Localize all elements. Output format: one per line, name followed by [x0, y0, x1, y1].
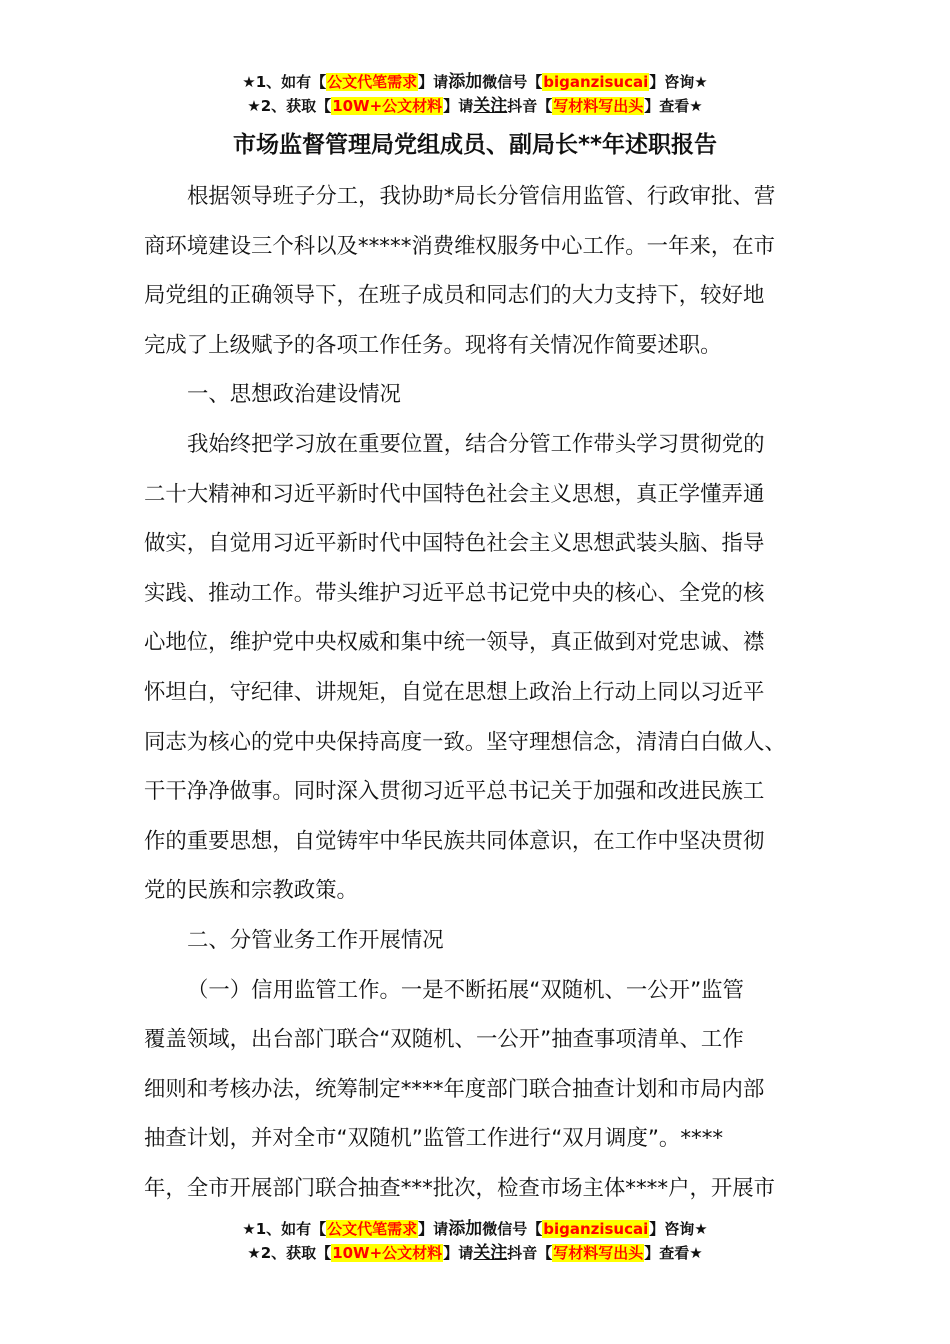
- paragraph-line: 覆盖领域，出台部门联合“双随机、一公开”抽查事项清单、工作: [144, 1027, 744, 1053]
- banner-text: ★2、获取【: [247, 1244, 332, 1262]
- banner-text: 】请: [418, 73, 449, 91]
- banner-highlight: 公文代笔需求: [327, 1220, 418, 1238]
- banner-highlight: 公文代笔需求: [327, 73, 418, 91]
- document-title: 市场监督管理局党组成员、副局长**年述职报告: [232, 132, 718, 158]
- banner-text: 】查看★: [644, 97, 703, 115]
- banner-highlight: biganzisucai: [543, 1220, 649, 1238]
- banner-emphasis: 添加: [448, 1219, 483, 1239]
- paragraph-line: 根据领导班子分工，我协助*局长分管信用监管、行政审批、营: [187, 184, 776, 209]
- document-body: [144, 172, 809, 1213]
- paragraph-line: 党的民族和宗教政策。: [144, 878, 358, 904]
- paragraph-line: 年，全市开展部门联合抽查***批次，检查市场主体****户，开展市: [144, 1175, 776, 1201]
- paragraph-line: 心地位，维护党中央权威和集中统一领导，真正做到对党忠诚、襟: [144, 630, 765, 656]
- paragraph-line: 同志为核心的党中央保持高度一致。坚守理想信念，清清白白做人、: [144, 729, 786, 755]
- paragraph-line: 干干净净做事。同时深入贯彻习近平总书记关于加强和改进民族工: [144, 779, 765, 805]
- banner-text: 】查看★: [644, 1244, 703, 1262]
- paragraph-line: 完成了上级赋予的各项工作任务。现将有关情况作简要述职。: [144, 332, 722, 358]
- banner-text: ★1、如有【: [242, 73, 327, 91]
- paragraph-line: 怀坦白，守纪律、讲规矩，自觉在思想上政治上行动上同以习近平: [144, 679, 765, 705]
- banner-text: ★1、如有【: [242, 1220, 327, 1238]
- paragraph-line: 二十大精神和习近平新时代中国特色社会主义思想，真正学懂弄通: [144, 481, 765, 507]
- banner-line-1: [0, 1217, 950, 1241]
- paragraph-line: 细则和考核办法，统筹制定****年度部门联合抽查计划和市局内部: [144, 1076, 765, 1102]
- banner-text: 】请: [443, 97, 474, 115]
- section-heading: 一、思想政治建设情况: [187, 382, 401, 408]
- banner-line-2: [0, 1241, 950, 1265]
- paragraph-line: （一）信用监管工作。一是不断拓展“双随机、一公开”监管: [187, 977, 744, 1003]
- bottom-banner: [0, 1217, 950, 1265]
- section-heading: 二、分管业务工作开展情况: [187, 927, 444, 953]
- banner-highlight: biganzisucai: [543, 73, 649, 91]
- banner-highlight: 写材料写出头: [553, 1244, 644, 1262]
- paragraph-line: 实践、推动工作。带头维护习近平总书记党中央的核心、全党的核: [144, 580, 765, 606]
- banner-emphasis: 关注: [473, 1243, 508, 1263]
- banner-highlight: 10W+公文材料: [332, 1244, 443, 1262]
- banner-emphasis: 添加: [448, 72, 483, 92]
- paragraph-line: 局党组的正确领导下，在班子成员和同志们的大力支持下，较好地: [144, 283, 765, 309]
- banner-text: 】咨询★: [649, 73, 708, 91]
- top-banner: [0, 70, 950, 118]
- paragraph-line: 抽查计划，并对全市“双随机”监管工作进行“双月调度”。****: [144, 1126, 724, 1152]
- banner-text: 】咨询★: [649, 1220, 708, 1238]
- paragraph-line: 作的重要思想，自觉铸牢中华民族共同体意识，在工作中坚决贯彻: [144, 828, 765, 854]
- banner-text: 】请: [418, 1220, 449, 1238]
- banner-text: ★2、获取【: [247, 97, 332, 115]
- banner-text: 抖音【: [507, 97, 553, 115]
- paragraph-line: 做实，自觉用习近平新时代中国特色社会主义思想武装头脑、指导: [144, 531, 765, 557]
- banner-line-1: [0, 70, 950, 94]
- banner-line-2: [0, 94, 950, 118]
- paragraph-line: 商环境建设三个科以及*****消费维权服务中心工作。一年来，在市: [144, 233, 776, 259]
- paragraph-line: 我始终把学习放在重要位置，结合分管工作带头学习贯彻党的: [187, 431, 765, 457]
- banner-text: 】请: [443, 1244, 474, 1262]
- banner-emphasis: 关注: [473, 96, 508, 116]
- banner-text: 微信号【: [482, 1220, 543, 1238]
- banner-highlight: 10W+公文材料: [332, 97, 443, 115]
- banner-highlight: 写材料写出头: [553, 97, 644, 115]
- banner-text: 微信号【: [482, 73, 543, 91]
- banner-text: 抖音【: [507, 1244, 553, 1262]
